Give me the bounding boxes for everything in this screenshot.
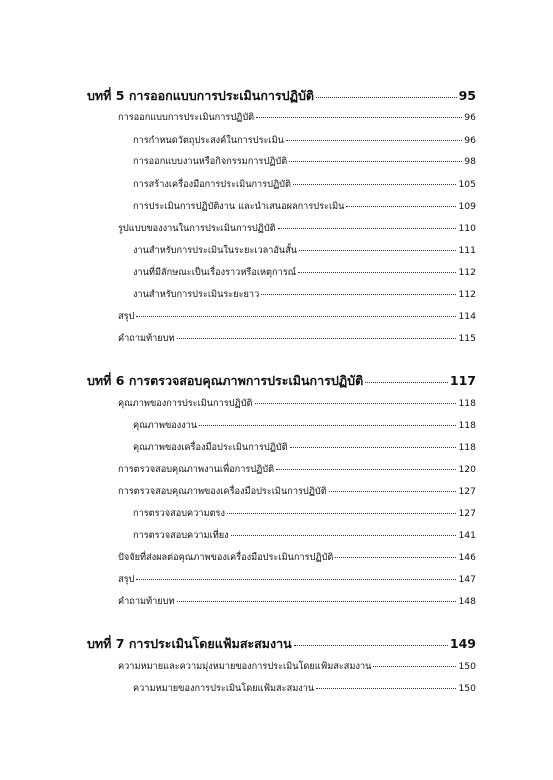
toc-section-entry: [118, 553, 476, 562]
toc-page-number: 110: [458, 223, 476, 234]
toc-subsection-entry: [133, 509, 476, 518]
toc-subsection-entry: [133, 180, 476, 189]
toc-page-number: 127: [458, 486, 476, 497]
toc-subsection-entry: [133, 136, 476, 145]
dot-leader: [298, 272, 456, 273]
toc-page-number: 96: [464, 135, 476, 146]
dot-leader: [294, 645, 448, 646]
toc-label: การสร้างเครื่องมือการประเมินการปฏิบัติ: [133, 179, 291, 190]
dot-leader: [136, 579, 456, 580]
dot-leader: [316, 688, 456, 689]
toc-section-entry: [118, 334, 476, 343]
toc-label: การตรวจสอบความตรง: [133, 508, 225, 519]
dot-leader: [177, 338, 457, 339]
toc-page-number: 117: [449, 373, 476, 388]
dot-leader: [299, 250, 456, 251]
toc-label: การตรวจสอบคุณภาพงานเพื่อการปฏิบัติ: [118, 464, 275, 475]
toc-subsection-entry: [133, 421, 476, 430]
dot-leader: [286, 140, 462, 141]
toc-page-number: 95: [458, 88, 476, 103]
toc-section-entry: [118, 575, 476, 584]
toc-subsection-entry: [133, 531, 476, 540]
toc-page-number: 149: [449, 636, 476, 651]
toc-label: ความหมายและความมุ่งหมายของการประเมินโดยแฟ้มสะสมงาน: [118, 661, 372, 672]
toc-page-number: 98: [464, 156, 476, 167]
dot-leader: [199, 425, 456, 426]
toc-section-entry: [118, 224, 476, 233]
toc-chapter-entry: [87, 90, 476, 103]
toc-subsection-entry: [133, 684, 476, 693]
dot-leader: [346, 206, 456, 207]
toc-subsection-entry: [133, 246, 476, 255]
toc-page-number: 112: [458, 267, 476, 278]
toc-page-number: 150: [458, 683, 476, 694]
toc-page-number: 111: [458, 245, 476, 256]
toc-label: การตรวจสอบคุณภาพของเครื่องมือประเมินการปฏิบัติ: [118, 486, 327, 497]
toc-label: คุณภาพของเครื่องมือประเมินการปฏิบัติ: [133, 442, 288, 453]
dot-leader: [231, 535, 457, 536]
toc-label: ปัจจัยที่ส่งผลต่อคุณภาพของเครื่องมือประเมินการปฏิบัติ: [118, 552, 334, 563]
toc-label: บทที่ 6 การตรวจสอบคุณภาพการประเมินการปฏิบัติ: [87, 373, 364, 388]
toc-page-number: 146: [458, 552, 476, 563]
toc-chapter-entry: [87, 375, 476, 388]
dot-leader: [290, 447, 457, 448]
dot-leader: [177, 601, 457, 602]
toc-label: การตรวจสอบความเที่ยง: [133, 530, 229, 541]
toc-label: คุณภาพของการประเมินการปฏิบัติ: [118, 398, 253, 409]
dot-leader: [365, 382, 448, 383]
toc-label: คำถามท้ายบท: [118, 596, 175, 607]
toc-page-number: 96: [464, 112, 476, 123]
toc-page-number: 112: [458, 289, 476, 300]
toc-section-entry: [118, 465, 476, 474]
toc-label: สรุป: [118, 311, 135, 322]
toc-page-number: 127: [458, 508, 476, 519]
dot-leader: [316, 97, 457, 98]
toc-section-entry: [118, 399, 476, 408]
toc-label: การกำหนดวัตถุประสงค์ในการประเมิน: [133, 135, 284, 146]
toc-page-number: 148: [458, 596, 476, 607]
toc-subsection-entry: [133, 268, 476, 277]
dot-leader: [255, 403, 457, 404]
toc-label: การประเมินการปฏิบัติงาน และนำเสนอผลการประเมิน: [133, 201, 345, 212]
toc-label: การออกแบบการประเมินการปฏิบัติ: [118, 112, 255, 123]
toc-page-number: 120: [458, 464, 476, 475]
dot-leader: [227, 513, 456, 514]
toc-label: งานสำหรับการประเมินในระยะเวลาอันสั้น: [133, 245, 298, 256]
dot-leader: [335, 557, 456, 558]
toc-page-number: 115: [458, 333, 476, 344]
toc-label: คำถามท้ายบท: [118, 333, 175, 344]
toc-section-entry: [118, 312, 476, 321]
toc-label: งานที่มีลักษณะเป็นเรื่องราวหรือเหตุการณ์: [133, 267, 297, 278]
toc-page-number: 147: [458, 574, 476, 585]
toc-page-number: 109: [458, 201, 476, 212]
toc-label: บทที่ 5 การออกแบบการประเมินการปฏิบัติ: [87, 88, 315, 103]
dot-leader: [256, 117, 462, 118]
dot-leader: [329, 491, 457, 492]
toc-page-number: 141: [458, 530, 476, 541]
dot-leader: [278, 228, 457, 229]
toc-section-entry: [118, 487, 476, 496]
dot-leader: [289, 161, 462, 162]
toc-page-number: 105: [458, 179, 476, 190]
toc-label: สรุป: [118, 574, 135, 585]
toc-chapter-entry: [87, 638, 476, 651]
toc-label: บทที่ 7 การประเมินโดยแฟ้มสะสมงาน: [87, 636, 292, 651]
dot-leader: [276, 469, 456, 470]
toc-subsection-entry: [133, 202, 476, 211]
toc-section-entry: [118, 662, 476, 671]
toc-page-number: 118: [458, 398, 476, 409]
dot-leader: [293, 184, 457, 185]
dot-leader: [261, 294, 456, 295]
toc-label: รูปแบบของงานในการประเมินการปฏิบัติ: [118, 223, 276, 234]
toc-label: ความหมายของการประเมินโดยแฟ้มสะสมงาน: [133, 683, 315, 694]
dot-leader: [373, 666, 456, 667]
toc-page-number: 118: [458, 420, 476, 431]
toc-subsection-entry: [133, 157, 476, 166]
toc-label: งานสำหรับการประเมินระยะยาว: [133, 289, 260, 300]
toc-subsection-entry: [133, 443, 476, 452]
toc-section-entry: [118, 113, 476, 122]
toc-page-number: 114: [458, 311, 476, 322]
dot-leader: [136, 316, 456, 317]
toc-section-entry: [118, 597, 476, 606]
toc-page-number: 118: [458, 442, 476, 453]
toc-label: การออกแบบงานหรือกิจกรรมการปฏิบัติ: [133, 156, 288, 167]
toc-page-number: 150: [458, 661, 476, 672]
toc-label: คุณภาพของงาน: [133, 420, 198, 431]
toc-subsection-entry: [133, 290, 476, 299]
